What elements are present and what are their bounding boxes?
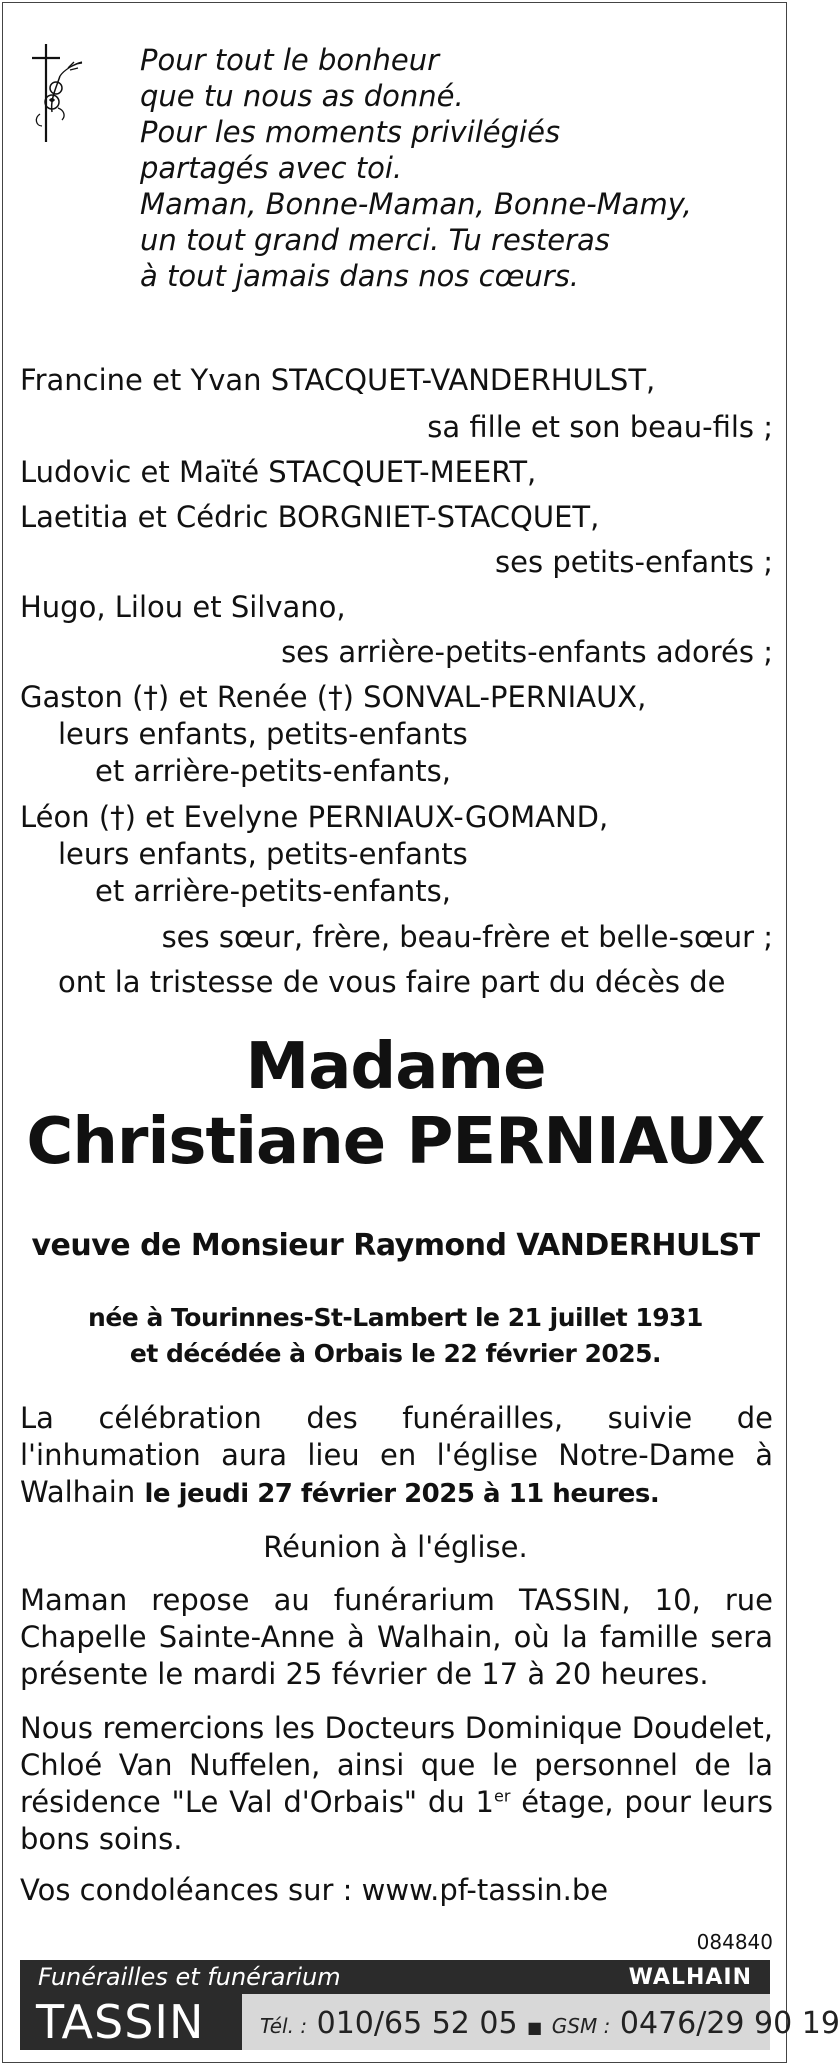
reference-number: 084840	[696, 1930, 773, 1954]
family-line: et arrière-petits-enfants,	[95, 754, 451, 788]
deceased-name: Christiane PERNIAUX	[26, 1105, 765, 1179]
family-line: leurs enfants, petits-enfants	[58, 717, 468, 751]
announcement: ont la tristesse de vous faire part du décès de	[58, 965, 726, 999]
poem-line: un tout grand merci. Tu resteras	[140, 223, 610, 257]
ceremony-text: La célébration des funérailles, suivie de l'inhumation aura lieu en l'église Notre-Dame à Walhain	[20, 1401, 773, 1509]
footer-tagline: Funérailles et funérarium	[38, 1963, 341, 1991]
tel-number: 010/65 52 05	[316, 2006, 518, 2041]
thanks-superscript: er	[493, 1786, 511, 1806]
gsm-number: 0476/29 90 19	[619, 2006, 840, 2041]
family-line: Francine et Yvan STACQUET-VANDERHULST,	[20, 363, 656, 397]
poem-line: que tu nous as donné.	[140, 79, 464, 113]
thanks-paragraph	[20, 1710, 773, 1858]
family-line: Gaston (†) et Renée (†) SONVAL-PERNIAUX,	[20, 680, 647, 714]
family-line: Hugo, Lilou et Silvano,	[20, 590, 346, 624]
poem-line: à tout jamais dans nos cœurs.	[140, 259, 580, 293]
thanks-end: étage, pour leurs bons soins.	[20, 1785, 773, 1856]
repose-paragraph: Maman repose au funérarium TASSIN, 10, rue Chapelle Sainte-Anne à Walhain, où la famille sera présente le mardi 25 février de 17 à 20 heures.	[20, 1583, 773, 1691]
poem-line: partagés avec toi.	[140, 151, 403, 185]
family-line: leurs enfants, petits-enfants	[58, 837, 468, 871]
ceremony-paragraph	[20, 1400, 773, 1513]
family-relation: ses arrière-petits-enfants adorés ;	[281, 635, 773, 669]
family-line: et arrière-petits-enfants,	[95, 874, 451, 908]
death-info: et décédée à Orbais le 22 février 2025.	[129, 1339, 662, 1368]
poem-line: Pour tout le bonheur	[140, 43, 440, 77]
deceased-title: Madame	[245, 1030, 546, 1104]
widow-of: veuve de Monsieur Raymond VANDERHULST	[31, 1228, 760, 1263]
meeting-text: Réunion à l'église.	[263, 1530, 528, 1564]
funeral-home-footer	[20, 1960, 840, 2050]
family-relation: ses sœur, frère, beau-frère et belle-sœur ;	[161, 920, 773, 954]
birth-info: née à Tourinnes-St-Lambert le 21 juillet 1931	[88, 1303, 703, 1332]
footer-contacts	[260, 2006, 840, 2041]
poem-line: Pour les moments privilégiés	[140, 115, 561, 149]
family-relation: sa fille et son beau-fils ;	[427, 410, 773, 444]
poem	[140, 42, 760, 294]
ceremony-date: le jeudi 27 février 2025 à 11 heures.	[144, 1479, 660, 1509]
gsm-label: GSM :	[551, 2014, 611, 2038]
family-relation: ses petits-enfants ;	[495, 545, 773, 579]
poem-line: Maman, Bonne-Maman, Bonne-Mamy,	[140, 187, 692, 221]
family-line: Laetitia et Cédric BORGNIET-STACQUET,	[20, 500, 600, 534]
family-line: Léon (†) et Evelyne PERNIAUX-GOMAND,	[20, 800, 609, 834]
separator-icon: ■	[527, 2018, 543, 2037]
condolences-text: Vos condoléances sur : www.pf-tassin.be	[20, 1873, 609, 1907]
thanks-text: Nous remercions les Docteurs Dominique Doudelet, Chloé Van Nuffelen, ainsi que le personnel de la résidence "Le Val d'Orbais" du 1	[20, 1711, 773, 1819]
cross-flower-icon	[22, 42, 92, 151]
footer-town: WALHAIN	[628, 1965, 752, 1990]
tel-label: Tél. :	[260, 2014, 308, 2038]
family-line: Ludovic et Maïté STACQUET-MEERT,	[20, 455, 537, 489]
footer-brand: TASSIN	[20, 1994, 242, 2050]
